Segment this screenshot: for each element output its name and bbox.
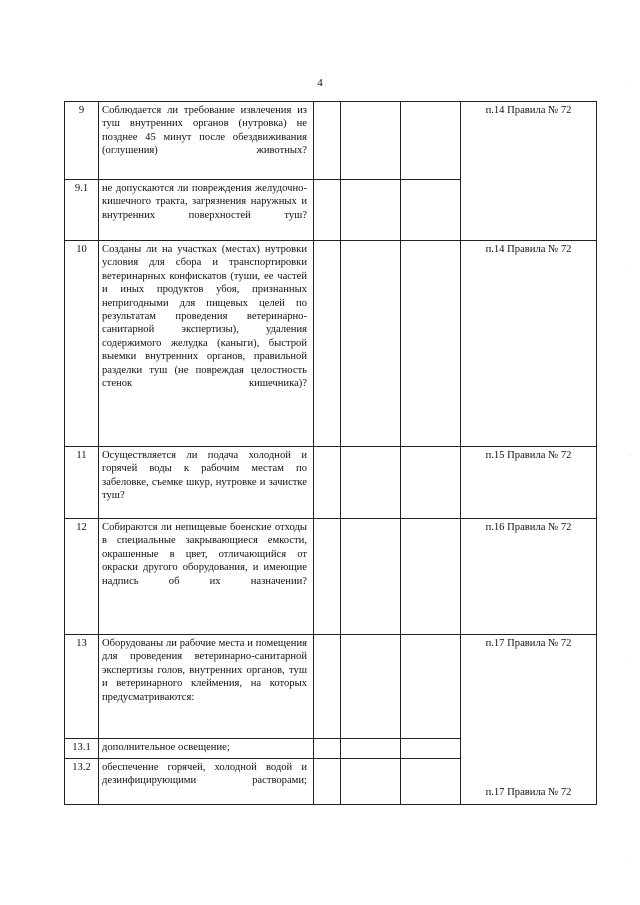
row-number: 11 [65,447,99,519]
answer-cell-na[interactable] [401,102,461,180]
row-question: Осуществляется ли подача холодной и горячей воды к рабочим местам по забеловке, съемке шкур, нутровке и зачистке туш? [99,447,314,519]
row-reference: п.17 Правила № 72 [485,638,572,649]
row-number: 13.2 [65,759,99,805]
answer-cell-na[interactable] [401,241,461,447]
row-reference: п.14 Правила № 72 [461,241,597,447]
answer-cell-no[interactable] [341,759,401,805]
answer-cell-na[interactable] [401,635,461,739]
answer-cell-na[interactable] [401,447,461,519]
answer-cell-na[interactable] [401,180,461,241]
table-row [65,241,597,447]
row-question: Собираются ли непищевые боенские отходы в специальные закрывающиеся емкости, окрашенные в цвет, отличающийся от окраски другого оборудования, и имеющие надпись об их назначении? [99,519,314,635]
answer-cell-no[interactable] [341,241,401,447]
answer-cell-no[interactable] [341,519,401,635]
scan-edge-mark: · [629,453,631,459]
answer-cell-no[interactable] [341,447,401,519]
answer-cell-yes[interactable] [314,447,341,519]
answer-cell-yes[interactable] [314,739,341,759]
row-question: Созданы ли на участках (местах) нутровки условия для сбора и транспортировки ветеринарных конфискатов (туши, ее частей и иных продуктов убоя, признанных непригодными для пищевых целей по результатам проведения ветеринарно-санитарной экспертизы), удаления содержимого желудка (каныги), быстрой выемки внутренних органов, правильной разделки туш (не повреждая целостность стенок кишечника)? [99,241,314,447]
scan-edge-mark: · [629,857,631,863]
answer-cell-yes[interactable] [314,180,341,241]
answer-cell-yes[interactable] [314,241,341,447]
answer-cell-yes[interactable] [314,519,341,635]
row-question: Соблюдается ли требование извлечения из туш внутренних органов (нутровка) не позднее 45 минут после обездвиживания (оглушения) животных? [99,102,314,180]
answer-cell-no[interactable] [341,739,401,759]
row-number: 13.1 [65,739,99,759]
row-question: дополнительное освещение; [99,739,314,759]
table-row [65,635,597,739]
table-row [65,102,597,180]
page-number: 4 [317,77,323,89]
row-question: обеспечение горячей, холодной водой и дезинфицирующими растворами; [99,759,314,805]
answer-cell-na[interactable] [401,759,461,805]
answer-cell-yes[interactable] [314,635,341,739]
row-question: не допускаются ли повреждения желудочно-кишечного тракта, загрязнения наружных и внутренних поверхностей туш? [99,180,314,241]
row-number: 13 [65,635,99,739]
row-number: 9.1 [65,180,99,241]
row-reference-group [461,635,597,805]
row-number: 10 [65,241,99,447]
row-number: 12 [65,519,99,635]
answer-cell-no[interactable] [341,180,401,241]
row-reference: п.15 Правила № 72 [461,447,597,519]
answer-cell-no[interactable] [341,635,401,739]
row-question: Оборудованы ли рабочие места и помещения для проведения ветеринарно-санитарной экспертизы голов, внутренних органов, туш и ветеринарного клеймения, на которых предусматриваются: [99,635,314,739]
answer-cell-no[interactable] [341,102,401,180]
table-row [65,447,597,519]
scan-edge-mark: · [629,268,631,274]
answer-cell-yes[interactable] [314,759,341,805]
row-reference: п.17 Правила № 72 [485,786,572,798]
row-number: 9 [65,102,99,180]
row-reference: п.16 Правила № 72 [461,519,597,635]
scan-edge-mark: · [629,84,631,90]
table-row [65,519,597,635]
answer-cell-na[interactable] [401,519,461,635]
row-reference: п.14 Правила № 72 [461,102,597,241]
answer-cell-na[interactable] [401,739,461,759]
answer-cell-yes[interactable] [314,102,341,180]
checklist-table [64,101,597,805]
scan-edge-mark: · [629,660,631,666]
